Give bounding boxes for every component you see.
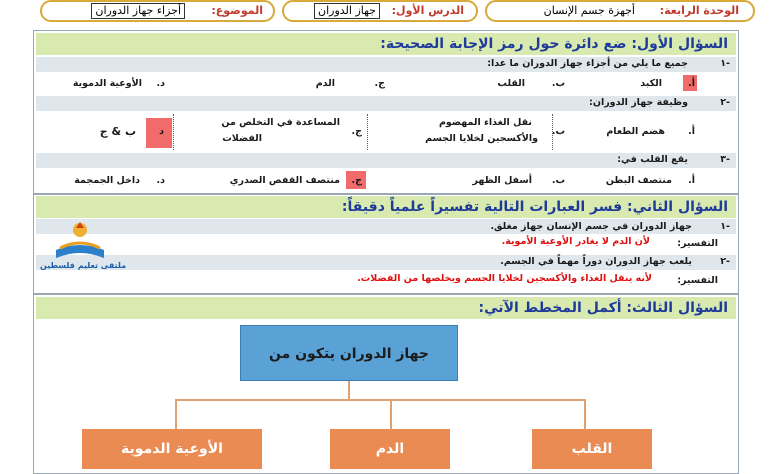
diagram-node-heart: القلب [532, 429, 652, 469]
diagram-root: جهاز الدوران يتكون من [240, 325, 458, 381]
unit-value: أجهزة جسم الإنسان [543, 4, 635, 17]
q2-title: السؤال الثاني: فسر العبارات التالية تفسيراً علمياً دقيقاً: [36, 196, 736, 218]
q2-item1-answer: لأن الدم لا يغادر الأوعية الأموية. [501, 236, 650, 247]
q1-item3-stem: يقع القلب في: [617, 154, 688, 165]
q1-item1-stem: جميع ما يلي من أجزاء جهاز الدوران ما عدا: [487, 58, 688, 69]
q1-item2-opt-b-2: والأكسجين لخلايا الجسم [425, 133, 538, 144]
q1-item1-opt-d-letter: د. [156, 78, 165, 89]
connector-right [584, 399, 586, 429]
q1-item1-num: -١ [720, 58, 730, 69]
lesson-label: الدرس الأول: [391, 4, 464, 17]
q1-item2-divider-2 [367, 114, 368, 150]
q1-item2-opt-d: ب & ج [99, 125, 136, 138]
q2-item1-label: التفسير: [677, 238, 718, 249]
watermark-logo [50, 218, 110, 266]
q2-item2-answer: لأنه ينقل الغذاء والأكسجين لخلايا الجسم ويخلصها من الفضلات. [357, 273, 652, 284]
connector-bar [175, 399, 586, 401]
q1-item3-opt-d: داخل الجمجمة [74, 175, 140, 186]
q1-item2-opt-c-2: الفضلات [222, 133, 262, 144]
q1-item1-opt-b-letter: ب. [551, 78, 565, 89]
connector-trunk [348, 381, 350, 399]
q1-item3-opt-c-letter: ج. [351, 175, 362, 186]
q1-item2-opt-c: المساعدة في التخلص من [221, 117, 340, 128]
connector-left [175, 399, 177, 429]
q1-item2-opt-b: نقل الغذاء المهضوم [438, 117, 532, 128]
q1-item1-opt-c-letter: ج. [374, 78, 385, 89]
lesson-pill [282, 0, 478, 22]
topic-label: الموضوع: [211, 4, 263, 17]
diagram-node-blood: الدم [330, 429, 450, 469]
q1-item2-opt-d-letter: د [159, 126, 164, 137]
q1-item2-opt-a: هضم الطعام [606, 126, 665, 137]
q1-item2-stem: وظيفة جهاز الدوران: [589, 97, 688, 108]
topic-pill [40, 0, 275, 22]
unit-pill [485, 0, 755, 22]
diagram-node-vessels: الأوعية الدموية [82, 429, 262, 469]
q1-item2-num: -٢ [720, 97, 730, 108]
q1-item2-opt-c-letter: ج. [351, 126, 362, 137]
q1-item1-opt-d: الأوعية الدموية [72, 78, 142, 89]
connector-middle [390, 399, 392, 429]
q1-item1-opt-a: الكبد [640, 78, 662, 89]
lesson-value: جهاز الدوران [314, 3, 380, 19]
q1-title: السؤال الأول: ضع دائرة حول رمز الإجابة الصحيحة: [36, 33, 736, 55]
q1-item3-num: -٣ [720, 154, 730, 165]
q2-item2-label: التفسير: [677, 275, 718, 286]
q1-item2-opt-b-letter: ب. [551, 126, 565, 137]
q2-item1-stem: جهاز الدوران في جسم الإنسان جهاز مغلق. [490, 221, 692, 232]
q1-item3-opt-a: منتصف البطن [605, 175, 672, 186]
q1-item3-opt-b-letter: ب. [551, 175, 565, 186]
q1-item1-opt-b: القلب [497, 78, 525, 89]
q1-item3-opt-a-letter: أ. [688, 175, 695, 186]
q2-item2-num: -٢ [720, 256, 730, 267]
watermark-text: ملتقى تعليم فلسطين [40, 261, 127, 270]
book-logo-icon [50, 218, 110, 266]
q1-item3-opt-c: منتصف القفص الصدري [229, 175, 340, 186]
q1-item3-opt-d-letter: د. [156, 175, 165, 186]
unit-label: الوحدة الرابعة: [659, 4, 739, 17]
q1-item2-opt-a-letter: أ. [688, 126, 695, 137]
q2-item1-num: -١ [720, 221, 730, 232]
q1-item3-opt-b: أسفل الظهر [472, 175, 532, 186]
q3-title: السؤال الثالث: أكمل المخطط الآتي: [36, 297, 736, 319]
q1-item1-opt-a-letter: أ. [688, 78, 695, 89]
topic-value: أجزاء جهاز الدوران [91, 3, 185, 19]
q2-item2-stem: يلعب جهاز الدوران دوراً مهماً في الجسم. [500, 256, 692, 267]
q1-item1-opt-c: الدم [315, 78, 335, 89]
q1-item2-divider-3 [173, 114, 174, 150]
